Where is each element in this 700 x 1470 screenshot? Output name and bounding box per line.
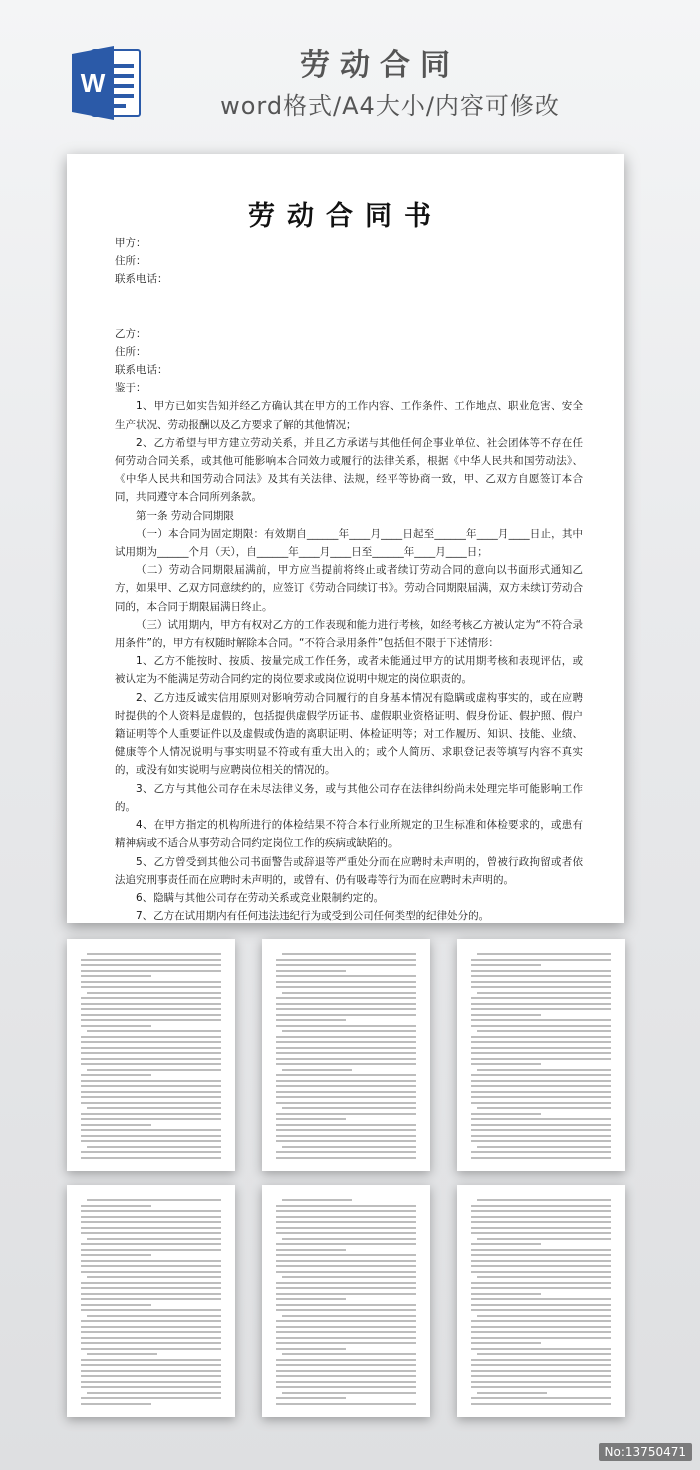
thumbnail-text-line xyxy=(81,975,151,977)
thumbnail-text-line xyxy=(276,1014,416,1016)
paragraph: （三）试用期内，甲方有权对乙方的工作表现和能力进行考核，如经考核乙方被认定为“不符合录用条件”的，甲方有权随时解除本合同。“不符合录用条件”包括但不限于下述情形： xyxy=(115,618,583,650)
thumbnail-text-line xyxy=(276,1381,416,1383)
thumbnail-text-line xyxy=(276,1047,416,1049)
preview-page-thumbnail xyxy=(67,939,235,1171)
thumbnail-text-line xyxy=(471,1151,611,1153)
thumbnail-text-line xyxy=(471,1326,611,1328)
thumbnail-text-line xyxy=(81,1129,221,1131)
thumbnail-text-line xyxy=(471,959,611,961)
thumbnail-text-line xyxy=(276,1221,416,1223)
thumbnail-text-line xyxy=(81,981,221,983)
thumbnail-text-line xyxy=(81,1342,221,1344)
thumbnail-text-line xyxy=(477,1276,611,1278)
thumbnail-text-line xyxy=(276,1036,416,1038)
thumbnail-text-line xyxy=(471,1397,611,1399)
thumbnail-text-line xyxy=(276,1063,416,1065)
party-a-label: 甲方： xyxy=(115,237,147,249)
thumbnail-text-line xyxy=(471,1221,611,1223)
thumbnail-text-line xyxy=(276,1129,416,1131)
preview-page-thumbnail xyxy=(457,1185,625,1417)
thumbnail-text-line xyxy=(477,1353,611,1355)
thumbnail-text-line xyxy=(471,1113,541,1115)
thumbnail-text-line xyxy=(282,1392,416,1394)
thumbnail-text-line xyxy=(87,1276,221,1278)
thumbnail-text-line xyxy=(87,1392,221,1394)
thumbnail-text-line xyxy=(87,992,221,994)
thumbnail-text-line xyxy=(276,1370,416,1372)
thumbnail-text-line xyxy=(81,1293,221,1295)
thumbnail-text-line xyxy=(81,1216,221,1218)
thumbnail-text-line xyxy=(471,1025,611,1027)
thumbnail-text-line xyxy=(471,1014,541,1016)
thumbnail-text-line xyxy=(81,1375,221,1377)
preview-page-thumbnail xyxy=(457,939,625,1171)
thumbnail-text-line xyxy=(81,970,221,972)
thumbnail-text-line xyxy=(471,1205,611,1207)
paragraph: 2、乙方希望与甲方建立劳动关系，并且乙方承诺与其他任何企事业单位、社会团体等不存在任何劳动合同关系，或其他可能影响本合同效力或履行的法律关系，根据《中华人民共和国劳动法》、《中华人民共和国劳动合同法》及其有关法律、法规，经平等协商一致，甲、乙双方自愿签订本合同，共同遵守本合同所列条款。 xyxy=(115,436,583,504)
thumbnail-text-line xyxy=(81,1254,151,1256)
thumbnail-text-line xyxy=(81,1140,221,1142)
thumbnail-text-line xyxy=(276,1041,416,1043)
thumbnail-text-line xyxy=(276,1348,346,1350)
thumbnail-text-line xyxy=(471,1282,611,1284)
thumbnail-text-line xyxy=(282,1030,416,1032)
thumbnail-text-line xyxy=(471,1227,611,1229)
thumbnail-text-line xyxy=(276,1342,416,1344)
thumbnail-text-line xyxy=(471,1309,611,1311)
thumbnail-text-line xyxy=(471,1052,611,1054)
thumbnail-text-line xyxy=(81,1102,221,1104)
thumbnail-text-line xyxy=(471,1135,611,1137)
thumbnail-text-line xyxy=(282,1315,416,1317)
thumbnail-text-line xyxy=(477,1199,611,1201)
thumbnail-text-line xyxy=(276,964,416,966)
thumbnail-text-line xyxy=(87,1353,157,1355)
thumbnail-text-line xyxy=(282,1353,416,1355)
thumbnail-text-line xyxy=(81,1041,221,1043)
thumbnail-text-line xyxy=(471,1041,611,1043)
thumbnail-text-line xyxy=(81,1091,221,1093)
thumbnail-text-line xyxy=(81,1370,221,1372)
thumbnail-text-line xyxy=(471,1232,611,1234)
thumbnail-text-line xyxy=(276,1102,416,1104)
whereas-heading: 鉴于： xyxy=(115,382,147,395)
thumbnail-text-line xyxy=(471,981,611,983)
thumbnail-text-line xyxy=(276,1205,416,1207)
thumbnail-text-line xyxy=(81,1359,221,1361)
thumbnail-text-line xyxy=(276,1216,416,1218)
article-heading: 第一条 劳动合同期限 xyxy=(136,509,234,522)
thumbnail-text-line xyxy=(471,964,541,966)
thumbnail-text-line xyxy=(81,1205,151,1207)
thumbnail-text-line xyxy=(477,1238,611,1240)
thumbnail-text-line xyxy=(471,1003,611,1005)
thumbnail-text-line xyxy=(81,1085,221,1087)
thumbnail-text-line xyxy=(276,1282,416,1284)
thumbnail-text-line xyxy=(471,1249,611,1251)
thumbnail-text-line xyxy=(81,1227,221,1229)
thumbnail-text-line xyxy=(471,1124,611,1126)
thumbnail-text-line xyxy=(276,1298,346,1300)
thumbnail-text-line xyxy=(471,1118,611,1120)
thumbnail-text-line xyxy=(81,1331,221,1333)
thumbnail-text-line xyxy=(276,1271,416,1273)
thumbnail-text-line xyxy=(81,1364,221,1366)
thumbnail-text-line xyxy=(81,959,221,961)
thumbnail-text-line xyxy=(471,997,611,999)
thumbnail-text-line xyxy=(81,1151,221,1153)
thumbnail-text-line xyxy=(276,1309,416,1311)
thumbnail-text-line xyxy=(282,1107,416,1109)
thumbnail-text-line xyxy=(81,1243,221,1245)
word-icon xyxy=(70,44,144,122)
thumbnail-text-line xyxy=(276,1265,416,1267)
thumbnail-text-line xyxy=(477,953,611,955)
thumbnail-text-line xyxy=(276,1151,416,1153)
thumbnail-text-line xyxy=(276,1326,416,1328)
thumbnail-text-line xyxy=(276,1157,416,1159)
thumbnail-text-line xyxy=(276,1074,416,1076)
thumbnail-text-line xyxy=(81,1309,221,1311)
paragraph: 7、乙方在试用期内有任何违法违纪行为或受到公司任何类型的纪律处分的。 xyxy=(136,910,490,923)
paragraph: （一）本合同为固定期限：有效期自______年____月____日起至______年____月____日止，其中试用期为______个月（天），自______年____月____日至______年____月____日； xyxy=(115,527,583,559)
thumbnail-text-line xyxy=(471,1047,611,1049)
thumbnail-text-line xyxy=(276,986,416,988)
thumbnail-text-line xyxy=(81,1210,221,1212)
header-title: 劳动合同 xyxy=(300,48,460,83)
thumbnail-text-line xyxy=(276,1008,416,1010)
thumbnail-text-line xyxy=(87,1146,221,1148)
thumbnail-text-line xyxy=(81,1282,221,1284)
thumbnail-text-line xyxy=(477,1315,611,1317)
thumbnail-text-line xyxy=(87,1238,221,1240)
thumbnail-text-line xyxy=(87,1030,221,1032)
thumbnail-text-line xyxy=(276,1375,416,1377)
thumbnail-text-line xyxy=(276,981,416,983)
thumbnail-text-line xyxy=(471,1370,611,1372)
thumbnail-text-line xyxy=(81,1063,221,1065)
thumbnail-text-line xyxy=(477,1107,611,1109)
document-body xyxy=(115,234,583,925)
thumbnail-text-line xyxy=(471,1293,541,1295)
thumbnail-text-line xyxy=(81,1058,221,1060)
party-b-label: 乙方： xyxy=(115,327,147,340)
thumbnail-text-line xyxy=(471,1386,611,1388)
thumbnail-text-line xyxy=(276,1320,416,1322)
thumbnail-text-line xyxy=(81,1326,221,1328)
thumbnail-text-line xyxy=(471,1287,611,1289)
thumbnail-text-line xyxy=(477,1030,611,1032)
party-a-address: 住所： xyxy=(115,255,147,268)
thumbnail-text-line xyxy=(282,1069,352,1071)
thumbnail-text-line xyxy=(81,1221,221,1223)
word-icon-letter: W xyxy=(80,68,106,98)
thumbnail-text-line xyxy=(81,1135,221,1137)
thumbnail-text-line xyxy=(276,975,416,977)
thumbnail-text-line xyxy=(471,1254,611,1256)
party-b-address: 住所： xyxy=(115,345,147,358)
thumbnail-text-line xyxy=(471,1140,611,1142)
thumbnail-text-line xyxy=(471,1085,611,1087)
thumbnail-text-line xyxy=(81,1298,221,1300)
thumbnail-text-line xyxy=(276,1118,346,1120)
thumbnail-text-line xyxy=(87,953,221,955)
thumbnail-text-line xyxy=(81,1260,221,1262)
thumbnail-text-line xyxy=(81,986,221,988)
thumbnail-text-line xyxy=(81,1403,151,1405)
paragraph: 1、乙方不能按时、按质、按量完成工作任务，或者未能通过甲方的试用期考核和表现评估，或被认定为不能满足劳动合同约定的岗位要求或岗位说明中规定的岗位职责的。 xyxy=(115,655,583,686)
thumbnail-text-line xyxy=(276,1386,416,1388)
thumbnail-text-line xyxy=(81,1271,221,1273)
thumbnail-text-line xyxy=(471,1304,611,1306)
thumbnail-text-line xyxy=(276,1304,416,1306)
thumbnail-text-line xyxy=(471,1102,611,1104)
thumbnail-text-line xyxy=(276,1058,416,1060)
thumbnail-text-line xyxy=(282,992,416,994)
thumbnail-text-line xyxy=(276,1260,416,1262)
thumbnail-text-line xyxy=(276,1052,416,1054)
thumbnail-text-line xyxy=(282,953,416,955)
thumbnail-text-line xyxy=(81,1265,221,1267)
party-a-phone: 联系电话： xyxy=(115,273,168,286)
thumbnail-text-line xyxy=(471,1036,611,1038)
thumbnail-text-line xyxy=(276,1397,346,1399)
thumbnail-text-line xyxy=(276,970,346,972)
thumbnail-text-line xyxy=(471,1019,611,1021)
thumbnail-text-line xyxy=(81,1003,221,1005)
thumbnail-text-line xyxy=(276,1249,346,1251)
thumbnail-text-line xyxy=(276,959,416,961)
thumbnail-text-line xyxy=(276,1210,416,1212)
thumbnail-text-line xyxy=(471,1342,541,1344)
thumbnail-text-line xyxy=(471,1058,611,1060)
thumbnail-text-line xyxy=(282,1238,416,1240)
thumbnail-text-line xyxy=(87,1315,221,1317)
thumbnail-text-line xyxy=(81,997,221,999)
thumbnail-text-line xyxy=(276,997,416,999)
preview-page-thumbnail xyxy=(262,1185,430,1417)
thumbnail-text-line xyxy=(276,1096,416,1098)
thumbnail-text-line xyxy=(81,1052,221,1054)
thumbnail-text-line xyxy=(81,1386,221,1388)
thumbnail-text-line xyxy=(81,1074,151,1076)
thumbnail-text-line xyxy=(276,1135,416,1137)
thumbnail-text-line xyxy=(471,1375,611,1377)
thumbnail-text-line xyxy=(471,1348,611,1350)
paragraph: 4、在甲方指定的机构所进行的体检结果不符合本行业所规定的卫生标准和体检要求的，或患有精神病或不适合从事劳动合同约定岗位工作的疾病或缺陷的。 xyxy=(115,819,583,850)
thumbnail-text-line xyxy=(81,1047,221,1049)
thumbnail-text-line xyxy=(276,1403,416,1405)
thumbnail-text-line xyxy=(81,1025,151,1027)
thumbnail-text-line xyxy=(276,1085,416,1087)
thumbnail-text-line xyxy=(276,1080,416,1082)
thumbnail-text-line xyxy=(282,1276,416,1278)
thumbnail-text-line xyxy=(276,1359,416,1361)
thumbnail-text-line xyxy=(276,1227,416,1229)
thumbnail-text-line xyxy=(81,1320,221,1322)
thumbnail-text-line xyxy=(81,1348,221,1350)
thumbnail-text-line xyxy=(87,1199,221,1201)
paragraph: 6、隐瞒与其他公司存在劳动关系或竞业限制约定的。 xyxy=(136,891,385,904)
thumbnail-text-line xyxy=(471,1337,611,1339)
paragraph: （二）劳动合同期限届满前，甲方应当提前将终止或者续订劳动合同的意向以书面形式通知乙方，如果甲、乙双方同意续约的，应签订《劳动合同续订书》。劳动合同期限届满，双方未续订劳动合同的，本合同于期限届满日终止。 xyxy=(115,564,583,613)
thumbnail-text-line xyxy=(276,1113,416,1115)
preview-page-thumbnail xyxy=(262,939,430,1171)
thumbnail-text-line xyxy=(276,1287,416,1289)
thumbnail-text-line xyxy=(276,1254,416,1256)
thumbnail-text-line xyxy=(471,970,611,972)
thumbnail-text-line xyxy=(81,1080,221,1082)
thumbnail-text-line xyxy=(81,1118,221,1120)
thumbnail-text-line xyxy=(282,1199,352,1201)
preview-page-thumbnail xyxy=(67,1185,235,1417)
thumbnail-text-line xyxy=(282,1146,416,1148)
thumbnail-text-line xyxy=(471,1129,611,1131)
thumbnail-text-line xyxy=(471,1265,611,1267)
thumbnail-text-line xyxy=(81,1397,221,1399)
thumbnail-text-line xyxy=(276,1140,416,1142)
thumbnail-text-line xyxy=(471,1381,611,1383)
thumbnail-text-line xyxy=(471,1096,611,1098)
thumbnail-text-line xyxy=(276,1243,416,1245)
paragraph: 2、乙方违反诚实信用原则对影响劳动合同履行的自身基本情况有隐瞒或虚构事实的，或在应聘时提供的个人资料是虚假的，包括提供虚假学历证书、虚假职业资格证明、假身份证、假护照、假户籍证明等个人重要证件以及虚假或伪造的离职证明、体检证明等；对工作履历、知识、技能、业绩、健康等个人情况说明与事实明显不符或有重大出入的；或个人简历、求职登记表等填写内容不真实的，或没有如实说明与应聘岗位相关的情况的。 xyxy=(115,691,583,777)
thumbnail-text-line xyxy=(87,1107,221,1109)
thumbnail-text-line xyxy=(477,992,611,994)
thumbnail-text-line xyxy=(81,1337,221,1339)
paragraph: 1、甲方已如实告知并经乙方确认其在甲方的工作内容、工作条件、工作地点、职业危害、安全生产状况、劳动报酬以及乙方要求了解的其他情况； xyxy=(115,400,583,431)
thumbnail-text-line xyxy=(471,986,611,988)
thumbnail-text-line xyxy=(276,1331,416,1333)
thumbnail-text-line xyxy=(87,1069,221,1071)
thumbnail-text-line xyxy=(471,1091,611,1093)
document-title: 劳动合同书 xyxy=(248,201,443,232)
thumbnail-text-line xyxy=(81,1113,221,1115)
thumbnail-text-line xyxy=(471,1331,611,1333)
thumbnail-text-line xyxy=(471,1008,611,1010)
thumbnail-text-line xyxy=(81,1019,221,1021)
thumbnail-text-line xyxy=(81,1304,151,1306)
party-b-phone: 联系电话： xyxy=(115,364,168,377)
thumbnail-text-line xyxy=(471,1243,541,1245)
thumbnail-text-line xyxy=(471,1359,611,1361)
thumbnail-text-line xyxy=(81,1287,221,1289)
thumbnail-text-line xyxy=(471,1260,611,1262)
thumbnail-text-line xyxy=(471,1080,611,1082)
thumbnail-text-line xyxy=(471,975,611,977)
thumbnail-text-line xyxy=(471,1210,611,1212)
image-id-label: No:13750471 xyxy=(599,1443,692,1461)
thumbnail-text-line xyxy=(81,1157,221,1159)
thumbnail-text-line xyxy=(276,1293,416,1295)
thumbnail-text-line xyxy=(276,1091,416,1093)
thumbnail-text-line xyxy=(276,1364,416,1366)
header-subtitle: word格式/A4大小/内容可修改 xyxy=(220,92,560,120)
thumbnail-text-line xyxy=(276,1337,416,1339)
thumbnail-text-line xyxy=(81,1381,221,1383)
thumbnail-text-line xyxy=(81,964,221,966)
thumbnail-text-line xyxy=(276,1019,346,1021)
thumbnail-text-line xyxy=(471,1298,611,1300)
thumbnail-text-line xyxy=(276,1025,416,1027)
thumbnail-text-line xyxy=(477,1392,547,1394)
thumbnail-text-line xyxy=(81,1014,221,1016)
thumbnail-text-line xyxy=(471,1320,611,1322)
thumbnail-text-line xyxy=(81,1036,221,1038)
thumbnail-text-line xyxy=(471,1403,611,1405)
thumbnail-text-line xyxy=(471,1364,611,1366)
thumbnail-text-line xyxy=(471,1216,611,1218)
thumbnail-text-line xyxy=(477,1069,611,1071)
thumbnail-text-line xyxy=(471,1271,611,1273)
thumbnail-text-line xyxy=(471,1074,611,1076)
thumbnail-text-line xyxy=(81,1249,221,1251)
thumbnail-text-line xyxy=(276,1003,416,1005)
thumbnail-text-line xyxy=(471,1157,611,1159)
thumbnail-text-line xyxy=(81,1124,151,1126)
thumbnail-text-line xyxy=(276,1124,416,1126)
thumbnail-text-line xyxy=(81,1008,221,1010)
document-page xyxy=(67,154,624,923)
paragraph: 3、乙方与其他公司存在未尽法律义务，或与其他公司存在法律纠纷尚未处理完毕可能影响工作的。 xyxy=(115,782,583,813)
thumbnail-text-line xyxy=(276,1232,416,1234)
thumbnail-text-line xyxy=(477,1146,611,1148)
paragraph: 5、乙方曾受到其他公司书面警告或辞退等严重处分而在应聘时未声明的，曾被行政拘留或者依法追究刑事责任而在应聘时未声明的，或曾有、仍有吸毒等行为而在应聘时未声明的。 xyxy=(115,855,583,886)
thumbnail-text-line xyxy=(81,1232,221,1234)
thumbnail-text-line xyxy=(81,1096,221,1098)
thumbnail-text-line xyxy=(471,1063,541,1065)
